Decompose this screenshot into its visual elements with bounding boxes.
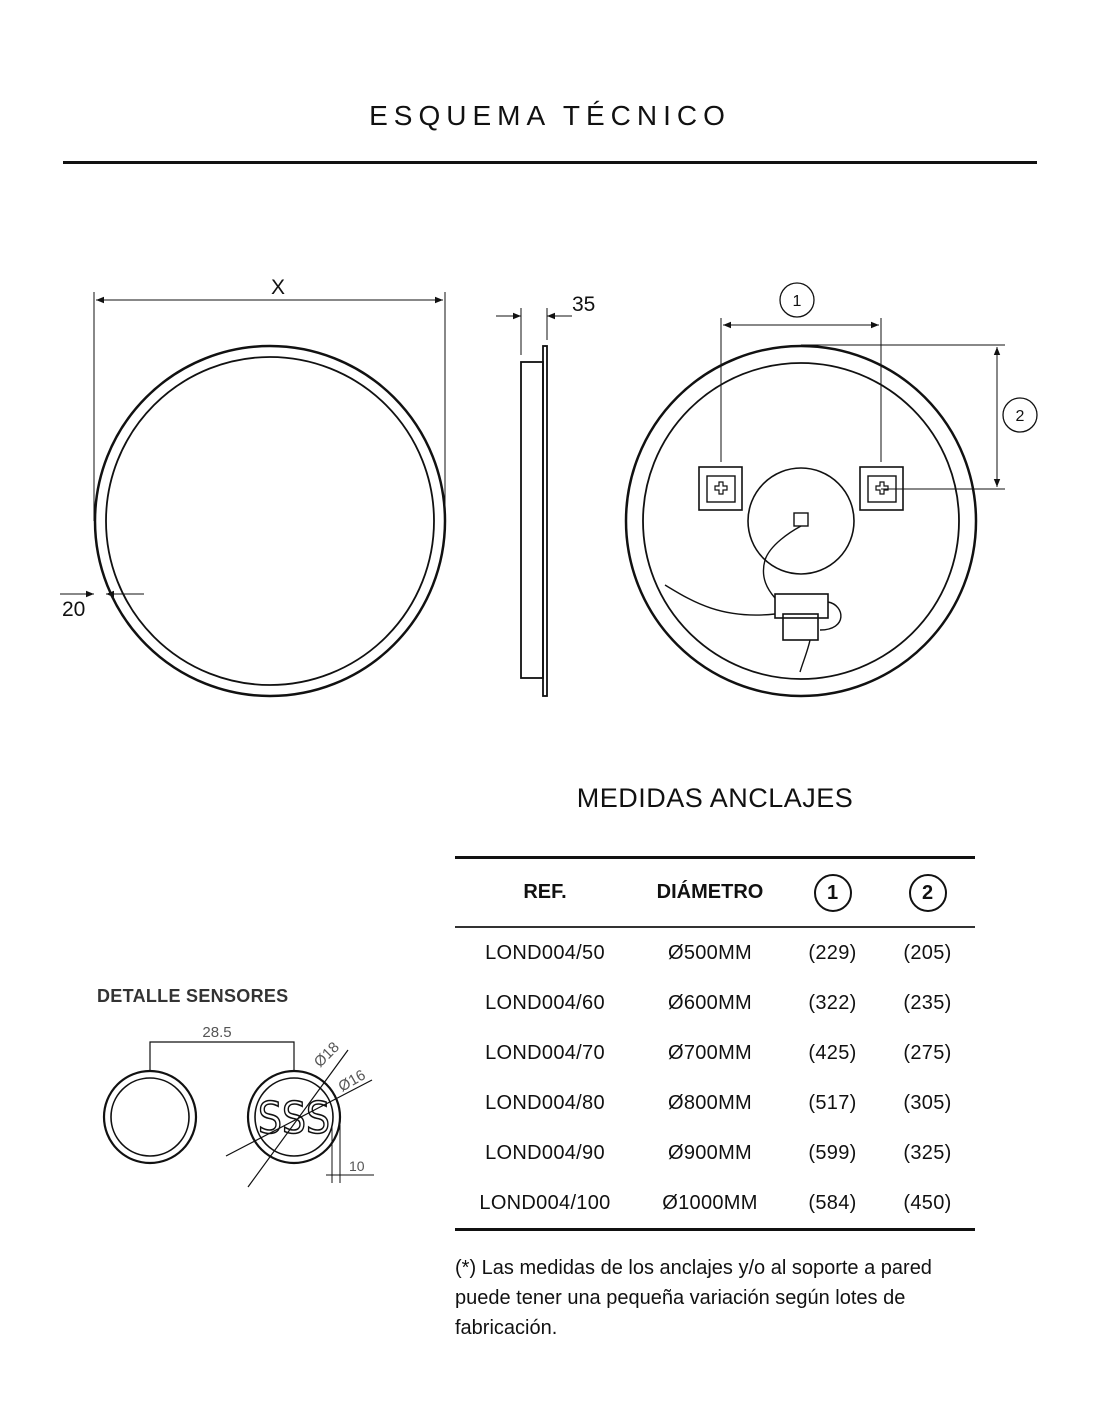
cell-diameter: Ø700MM [667, 1041, 753, 1064]
touch-sensor-icon: SSS [258, 1093, 330, 1144]
screw-icon-right [876, 482, 888, 494]
page-title: ESQUEMA TÉCNICO [369, 100, 731, 131]
cell-ref: LOND004/80 [485, 1091, 605, 1114]
cell-col-1: (425) [808, 1041, 857, 1064]
cable-left [665, 585, 775, 615]
side-glass [543, 346, 547, 696]
back-outer-ring [626, 346, 976, 696]
header-col-1 [785, 858, 880, 928]
sensor-detail [104, 1042, 374, 1187]
footnote: (*) Las medidas de los anclajes y/o al soporte a pared puede tener una pequeña variación según lotes de fabricación. [455, 1257, 932, 1339]
cell-col-2: (305) [903, 1091, 952, 1114]
sensor-left-inner [111, 1078, 189, 1156]
cell-diameter: Ø600MM [667, 991, 753, 1014]
marker-2-label: 2 [1015, 408, 1025, 425]
table-row [455, 1178, 975, 1230]
cell-diameter: Ø900MM [667, 1141, 753, 1164]
cell-ref: LOND004/100 [479, 1191, 611, 1214]
cell-ref: LOND004/50 [485, 941, 605, 964]
side-body [521, 362, 543, 678]
front-view [60, 292, 445, 696]
dimension-d16-label: Ø16 [335, 1066, 369, 1096]
table-header-row [455, 858, 975, 928]
cell-col-1: (517) [808, 1091, 857, 1114]
header-ref: REF. [455, 858, 635, 928]
mirror-outer-ring [95, 346, 445, 696]
table-row [455, 927, 975, 978]
back-center-plate [748, 468, 854, 574]
dimension-28-5-label: 28.5 [202, 1024, 232, 1041]
mirror-inner-ring [106, 357, 434, 685]
dimension-20-label: 20 [62, 598, 86, 621]
table-row [455, 978, 975, 1028]
marker-1-label: 1 [792, 293, 802, 310]
cell-diameter: Ø1000MM [662, 1191, 758, 1214]
header-diameter: DIÁMETRO [635, 858, 785, 928]
header-col-2-marker: 2 [909, 874, 947, 912]
screw-icon-left [715, 482, 727, 494]
table-row [455, 1078, 975, 1128]
sensors-detail-title: DETALLE SENSORES [97, 986, 289, 1006]
cell-col-2: (235) [903, 991, 952, 1014]
cell-col-2: (325) [903, 1141, 952, 1164]
cell-col-2: (205) [903, 941, 952, 964]
cell-col-1: (584) [808, 1191, 857, 1214]
cell-col-1: (599) [808, 1141, 857, 1164]
table-row [455, 1028, 975, 1078]
cell-col-2: (450) [903, 1191, 952, 1214]
back-inner-ring [643, 363, 959, 679]
sensor-connector [794, 513, 808, 526]
header-col-1-marker: 1 [814, 874, 852, 912]
cable-loop [820, 602, 841, 630]
anchors-title: MEDIDAS ANCLAJES [576, 783, 854, 813]
table-row [455, 1128, 975, 1178]
cell-col-1: (229) [808, 941, 857, 964]
header-col-2 [880, 858, 975, 928]
dimension-x-label: X [270, 276, 286, 299]
anchors-table [455, 856, 975, 1231]
cell-col-2: (275) [903, 1041, 952, 1064]
dimension-10-label: 10 [349, 1158, 365, 1174]
cell-diameter: Ø800MM [667, 1091, 753, 1114]
cell-diameter: Ø500MM [667, 941, 753, 964]
anchor-bracket-left-inner [707, 476, 735, 502]
cable-lower [800, 640, 810, 672]
side-view [496, 308, 572, 696]
back-view [626, 283, 1037, 696]
cell-ref: LOND004/90 [485, 1141, 605, 1164]
cable-upper [763, 526, 801, 598]
cell-col-1: (322) [808, 991, 857, 1014]
cell-ref: LOND004/60 [485, 991, 605, 1014]
dimension-d18-label: Ø18 [310, 1038, 343, 1071]
dimension-35-label: 35 [572, 293, 596, 316]
sensor-left-outer [104, 1071, 196, 1163]
dimension-line-28-5 [150, 1042, 294, 1071]
cell-ref: LOND004/70 [485, 1041, 605, 1064]
